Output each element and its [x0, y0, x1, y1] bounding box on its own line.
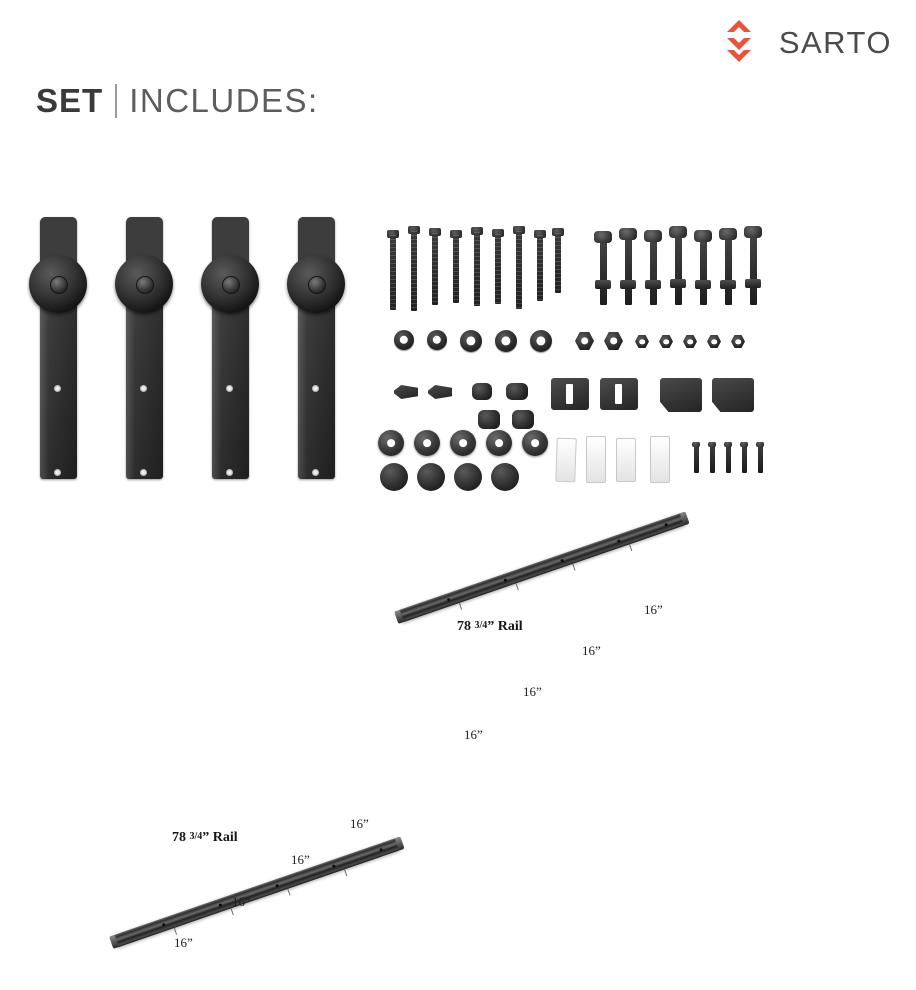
rail-bore [379, 848, 383, 852]
rubber-stop [478, 410, 500, 429]
rail-end-cap [394, 610, 404, 624]
bolt-head [669, 226, 687, 238]
rail-length-fraction: 3/4 [189, 831, 203, 842]
brand-logo [713, 18, 892, 68]
washer [460, 330, 482, 352]
rail-tick [287, 889, 290, 896]
rail-upper-segment-1: 16” [644, 602, 663, 617]
hanger-hole [312, 469, 319, 476]
hex-bolt [650, 239, 657, 305]
rail-bore [447, 598, 451, 602]
page-title [36, 82, 319, 120]
rail-length-value: 78 [172, 830, 186, 845]
rail-bore [219, 903, 223, 907]
hanger-wheel [201, 255, 259, 313]
door-stop [660, 378, 702, 412]
rubber-stop [472, 383, 492, 400]
bolt-nut [620, 280, 636, 289]
rail-lower-segment-4: 16” [174, 935, 193, 950]
small-screw [694, 445, 699, 473]
title-divider [115, 84, 117, 118]
hex-bolt [700, 239, 707, 305]
hex-bolt [600, 240, 607, 305]
rail-bore [617, 539, 621, 543]
lag-screw [474, 232, 480, 306]
rail-end-cap [680, 511, 690, 525]
small-screw [742, 445, 747, 473]
bolt-head [694, 230, 712, 242]
spacer [522, 430, 548, 456]
rail-length-unit: ” [202, 830, 210, 845]
washer [427, 330, 447, 350]
rail-upper-segment-3: 16” [523, 684, 542, 699]
hex-nut [707, 335, 721, 348]
small-screw [726, 445, 731, 473]
lag-screw [390, 235, 396, 310]
rail-word: Rail [212, 830, 238, 845]
mounting-plate [650, 436, 670, 483]
hanger-wheel [115, 255, 173, 313]
brand-name: SARTO [778, 25, 892, 60]
bolt-nut [595, 280, 611, 289]
bolt-nut [745, 279, 761, 288]
rail-tick [572, 564, 575, 571]
hanger-hole [140, 385, 147, 392]
anti-jump-disc [428, 385, 452, 399]
rail-bore [560, 559, 564, 563]
rail-tick [459, 603, 462, 610]
rail-diagram [0, 505, 916, 990]
spacer [450, 430, 476, 456]
door-stop [712, 378, 754, 412]
floor-guide [551, 378, 589, 410]
spacer [378, 430, 404, 456]
spacer [414, 430, 440, 456]
hanger-hole [54, 385, 61, 392]
hex-nut [731, 335, 745, 348]
hanger-hole [54, 469, 61, 476]
rail-lower-label [172, 830, 238, 846]
rail-tick [629, 544, 632, 551]
rail-length-fraction: 3/4 [474, 620, 488, 631]
rail-upper-segment-4: 16” [464, 727, 483, 742]
rail-tick [344, 869, 347, 876]
rail-length-unit: ” [487, 619, 495, 634]
rail-upper-segment-2: 16” [582, 643, 601, 658]
bolt-head [644, 230, 662, 242]
hex-nut [575, 332, 594, 350]
parts-illustration [0, 205, 916, 505]
hex-bolt [625, 237, 632, 305]
lag-screw [432, 233, 438, 305]
rubber-stop [512, 410, 534, 429]
hex-nut [683, 335, 697, 348]
lag-screw [516, 231, 522, 309]
anti-jump-disc [394, 385, 418, 399]
spacer [491, 463, 519, 491]
rail-tick [174, 928, 177, 935]
hanger-hole [226, 385, 233, 392]
page-title-bold: SET [36, 82, 104, 119]
hex-bolt [675, 235, 682, 305]
hex-bolt [750, 235, 757, 305]
rail-lower-segment-1: 16” [350, 816, 369, 831]
rail-word: Rail [497, 619, 523, 634]
hanger-hole [140, 469, 147, 476]
hanger-roller-2 [114, 217, 174, 482]
lag-screw [453, 235, 459, 303]
rail-length-value: 78 [457, 619, 471, 634]
hanger-wheel [287, 255, 345, 313]
small-screw [710, 445, 715, 473]
rail-tick [516, 583, 519, 590]
hanger-roller-3 [200, 217, 260, 482]
hex-nut [659, 335, 673, 348]
mounting-plate [616, 438, 636, 482]
hanger-wheel [29, 255, 87, 313]
page-title-light: INCLUDES: [129, 82, 319, 119]
rail-end-cap [109, 935, 119, 949]
washer [394, 330, 414, 350]
hex-bolt [725, 237, 732, 305]
hanger-roller-1 [28, 217, 88, 482]
washer [495, 330, 517, 352]
hex-nut [604, 332, 623, 350]
rubber-stop [506, 383, 528, 400]
rail-upper-label [457, 619, 523, 635]
mounting-plate [555, 438, 577, 483]
spacer [486, 430, 512, 456]
bolt-nut [720, 280, 736, 289]
bolt-nut [695, 280, 711, 289]
rail-bore [162, 923, 166, 927]
rail-bore [664, 523, 668, 527]
rail-bore [332, 864, 336, 868]
lag-screw [495, 234, 501, 304]
bolt-head [594, 231, 612, 243]
rail-bore [504, 578, 508, 582]
spacer [380, 463, 408, 491]
rail-lower-segment-2: 16” [291, 852, 310, 867]
small-screw [758, 445, 763, 473]
rail-end-cap [395, 836, 405, 850]
hex-nut [635, 335, 649, 348]
rail-bore [275, 884, 279, 888]
hanger-roller-4 [286, 217, 346, 482]
bolt-nut [645, 280, 661, 289]
rail-lower-segment-3: 16” [232, 894, 251, 909]
lag-screw [555, 233, 561, 293]
rail-upper [398, 513, 686, 623]
hanger-hole [312, 385, 319, 392]
sarto-chevron-logo-icon [713, 18, 765, 68]
washer [530, 330, 552, 352]
hanger-hole [226, 469, 233, 476]
rail-lower [113, 838, 401, 948]
mounting-plate [586, 436, 606, 483]
floor-guide [600, 378, 638, 410]
bolt-nut [670, 279, 686, 288]
lag-screw [411, 231, 417, 311]
bolt-head [619, 228, 637, 240]
bolt-head [719, 228, 737, 240]
bolt-head [744, 226, 762, 238]
lag-screw [537, 235, 543, 301]
spacer [417, 463, 445, 491]
spacer [454, 463, 482, 491]
